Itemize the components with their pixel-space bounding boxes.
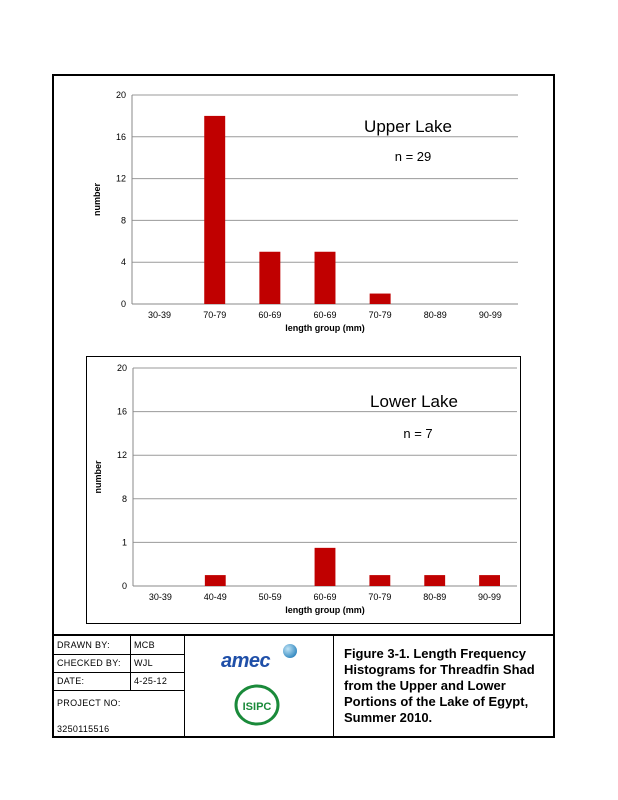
date-row bbox=[54, 672, 184, 691]
x-tick-label: 90-99 bbox=[478, 310, 502, 320]
x-tick-label: 30-39 bbox=[148, 310, 172, 320]
title-block-fields bbox=[54, 636, 184, 736]
y-tick-label: 20 bbox=[116, 363, 127, 373]
sample-size-annotation: n = 7 bbox=[403, 426, 433, 441]
y-tick-label: 12 bbox=[115, 173, 126, 184]
lower-lake-chart-svg bbox=[87, 357, 518, 621]
amec-globe-icon bbox=[283, 644, 297, 658]
isipc-logo-icon bbox=[233, 684, 281, 726]
drawn-by-row bbox=[54, 636, 184, 655]
y-tick-label: 12 bbox=[116, 450, 127, 461]
figure-caption: Figure 3-1. Length Frequency Histograms for Threadfin Shad from the Upper and Lower Portions of the Lake of Egypt, Summer 2010. bbox=[344, 646, 535, 725]
bar-70-79 bbox=[369, 575, 390, 586]
bar-50-59 bbox=[259, 252, 280, 304]
x-tick-label: 80-89 bbox=[423, 310, 447, 320]
project-no-label: PROJECT NO: bbox=[57, 698, 121, 708]
bar-60-69 bbox=[315, 548, 336, 586]
isipc-logo-text: ISIPC bbox=[242, 701, 272, 713]
y-tick-label: 4 bbox=[120, 257, 126, 268]
x-tick-label: 80-89 bbox=[423, 592, 447, 602]
checked-by-row bbox=[54, 654, 184, 673]
y-tick-label: 8 bbox=[120, 215, 126, 226]
y-tick-label: 16 bbox=[115, 131, 126, 142]
y-tick-label: 20 bbox=[115, 90, 126, 100]
x-tick-label: 60-69 bbox=[258, 310, 282, 320]
y-tick-label: 0 bbox=[121, 581, 127, 591]
checked-by-value: WJL bbox=[134, 658, 153, 668]
y-axis-label: number bbox=[93, 460, 103, 494]
upper-lake-chart bbox=[86, 86, 519, 344]
y-tick-label: 0 bbox=[120, 299, 126, 309]
x-axis-label: length group (mm) bbox=[285, 605, 365, 615]
drawn-by-label: DRAWN BY: bbox=[57, 640, 110, 650]
drawn-by-value: MCB bbox=[134, 640, 155, 650]
chart-title: Lower Lake bbox=[370, 392, 458, 411]
chart-title: Upper Lake bbox=[364, 117, 452, 136]
bar-70-79 bbox=[370, 294, 391, 304]
x-tick-label: 70-79 bbox=[203, 310, 227, 320]
x-tick-label: 50-59 bbox=[258, 592, 282, 602]
sample-size-annotation: n = 29 bbox=[394, 149, 432, 164]
x-tick-label: 40-49 bbox=[203, 592, 227, 602]
date-value: 4-25-12 bbox=[134, 676, 168, 686]
lower-lake-chart bbox=[86, 356, 521, 624]
bar-40-49 bbox=[204, 116, 225, 304]
bar-90-99 bbox=[479, 575, 500, 586]
y-tick-label: 1 bbox=[121, 537, 127, 548]
x-tick-label: 60-69 bbox=[313, 592, 337, 602]
y-tick-label: 16 bbox=[116, 406, 127, 417]
field-divider bbox=[130, 636, 131, 690]
x-tick-label: 60-69 bbox=[313, 310, 337, 320]
title-block bbox=[52, 634, 555, 738]
upper-lake-chart-svg bbox=[86, 86, 519, 344]
x-tick-label: 70-79 bbox=[368, 592, 392, 602]
amec-logo: amec bbox=[221, 650, 271, 672]
bar-40-49 bbox=[205, 575, 226, 586]
x-tick-label: 70-79 bbox=[368, 310, 392, 320]
logo-box bbox=[184, 636, 334, 736]
x-tick-label: 30-39 bbox=[148, 592, 172, 602]
bar-60-69 bbox=[315, 252, 336, 304]
bar-80-89 bbox=[424, 575, 445, 586]
y-tick-label: 8 bbox=[121, 493, 127, 504]
x-axis-label: length group (mm) bbox=[285, 323, 365, 333]
x-tick-label: 90-99 bbox=[478, 592, 502, 602]
y-axis-label: number bbox=[92, 182, 102, 217]
project-no-value: 3250115516 bbox=[57, 724, 110, 734]
checked-by-label: CHECKED BY: bbox=[57, 658, 121, 668]
date-label: DATE: bbox=[57, 676, 85, 686]
